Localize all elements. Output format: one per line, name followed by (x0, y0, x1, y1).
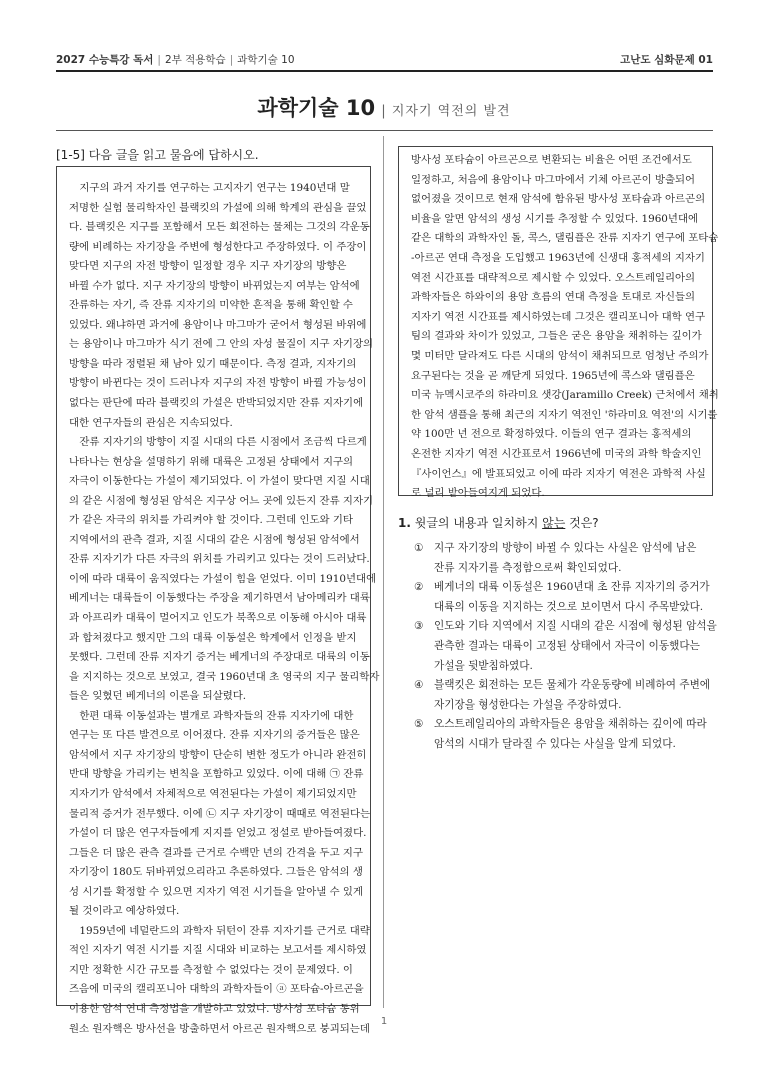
passage-line: 그들은 더 많은 관측 결과를 근거로 수백만 년의 간격을 두고 지구 (69, 846, 363, 859)
stem-emphasis: 않는 (542, 516, 566, 530)
header-breadcrumb: 2027 수능특강 독서 | 2부 적용학습 | 과학기술 10 (56, 54, 295, 66)
passage-line: 잔류 지자기가 다른 자극의 위치를 가리키고 있다는 것이 드러났다. (69, 553, 370, 566)
question-stem (398, 514, 713, 531)
passage-line: 물리적 증거가 전무했다. 이에 ㉡ 지구 자기장이 때때로 역전된다는 (69, 807, 371, 820)
choice-number: ① (414, 542, 424, 554)
choice-option (398, 578, 713, 617)
passage-line: 비율을 알면 암석의 생성 시기를 추정할 수 있었다. 1960년대에 (411, 212, 699, 225)
choice-option (398, 676, 713, 715)
passage-line: 미국 뉴멕시코주의 하라미요 샛강(Jaramillo Creek) 근처에서 채취 (411, 389, 719, 402)
passage-line: 못했다. 그런데 잔류 지자기 증거는 베게너의 주장대로 대륙의 이동 (69, 651, 370, 664)
passage-line: 반대 방향을 가리키는 변칙을 포함하고 있었다. 이에 대해 ㉠ 잔류 (69, 768, 364, 781)
passage-right-box (398, 146, 719, 500)
passage-line: 들은 잊혔던 베게너의 이론을 되살렸다. (69, 690, 247, 703)
passage-line: 될 것이라고 예상하였다. (69, 905, 180, 918)
passage-line: -아르곤 연대 측정을 도입했고 1963년에 신생대 홍적세의 지자기 (411, 251, 705, 264)
passage-line: 이에 따라 대륙이 움직였다는 가설이 힘을 얻었다. 이미 1910년대에 (69, 572, 377, 585)
passage-line: 한편 대륙 이동설과는 별개로 과학자들의 잔류 지자기에 대한 (69, 709, 354, 722)
header-rule (56, 70, 713, 72)
choice-number: ③ (414, 620, 424, 633)
choice-text-line: 블랙킷은 회전하는 모든 물체가 각운동량에 비례하여 주변에 (434, 679, 711, 692)
passage-line: 자기장이 180도 뒤바뀌었으리라고 추론하였다. 그들은 암석의 생 (69, 866, 363, 879)
passage-line: 암석에서 지구 자기장의 방향이 단순히 변한 정도가 아니라 완전히 (69, 748, 367, 761)
passage-line: 즈음에 미국의 캘리포니아 대학의 과학자들이 ⓐ 포타슘-아르곤을 (69, 983, 364, 996)
choice-text-line: 지구 자기장의 방향이 바뀔 수 있다는 사실은 암석에 남은 (434, 542, 697, 554)
passage-line: 몇 미터만 달라져도 다른 시대의 암석이 채취되므로 엄청난 주의가 (411, 349, 709, 362)
passage-line: 요구된다는 것을 곧 깨닫게 되었다. 1965년에 콕스와 댈림플은 (411, 369, 695, 382)
passage-line: 없어졌을 것이므로 현재 암석에 함유된 방사성 포타슘과 아르곤의 (411, 193, 706, 206)
page-title: 과학기술 10 | 지자기 역전의 발견 (257, 96, 511, 120)
passage-line: 성 시기를 확정할 수 있으면 지자기 역전 시기들을 알아낼 수 있게 (69, 885, 363, 898)
header-book: 2027 수능특강 독서 (56, 54, 154, 66)
passage-line: 바뀔 수가 없다. 지구 자기장의 방향이 바뀌었는지 여부는 암석에 (69, 279, 360, 292)
passage-line: 을 지지하는 것으로 보였고, 결국 1960년대 초 영국의 지구 물리학자 (69, 670, 380, 683)
passage-line: 방사성 포타슘이 아르곤으로 변환되는 비율은 어떤 조건에서도 (411, 154, 692, 166)
choice-option (398, 715, 713, 754)
passage-line: 나타나는 현상을 설명하기 위해 대륙은 고정된 상태에서 지구의 (69, 455, 354, 468)
passage-line: 지자기가 암석에서 자체적으로 역전된다는 가설이 제기되었지만 (69, 787, 357, 800)
passage-line: 량에 비례하는 자기장을 주변에 형성한다고 주장하였다. 이 주장이 (69, 240, 367, 253)
passage-line: 의 같은 시점에 형성된 암석은 지구상 어느 곳에 있든지 잔류 지자기 (69, 494, 374, 507)
page-number: 1 (380, 1016, 388, 1027)
question-1 (398, 514, 717, 755)
passage-line: 과학자들은 하와이의 용암 흐름의 연대 측정을 토대로 자신들의 (411, 291, 696, 304)
stem-after: 것은? (565, 516, 599, 530)
passage-line: 역전 시간표를 대략적으로 제시할 수 있었다. 오스트레일리아의 (411, 271, 696, 284)
passage-line: 과 합쳐졌다고 했지만 그의 대륙 이동설은 학계에서 인정을 받지 (69, 631, 357, 644)
passage-line: 가 같은 자극의 위치를 가리켜야 할 것이다. 그런데 인도와 기타 (69, 514, 353, 527)
choice-text-line: 인도와 기타 지역에서 지질 시대의 같은 시점에 형성된 암석을 (434, 620, 717, 633)
choice-number: ② (414, 581, 424, 594)
passage-line: 방향을 따라 정렬된 채 남아 있기 때문이다. 측정 결과, 지자기의 (69, 357, 357, 370)
passage-left-box (56, 166, 380, 1035)
question-number: 1. (398, 516, 411, 530)
passage-line: 이용한 암석 연대 측정법을 개발하고 있었다. 방사성 포타슘 동위 (69, 1002, 360, 1015)
title-main: 과학기술 10 (257, 96, 376, 120)
choice-text-line: 자기장을 형성한다는 가설을 주장하였다. (434, 698, 622, 711)
header-part: 2부 적용학습 (164, 54, 226, 66)
passage-line: 잔류 지자기의 방향이 지질 시대의 다른 시점에서 조금씩 다르게 (69, 436, 367, 449)
passage-line: 지구의 과거 자기를 연구하는 고지자기 연구는 1940년대 말 (69, 182, 350, 194)
passage-line: 대한 연구자들의 관심은 지속되었다. (69, 416, 233, 429)
choice-text-line: 잔류 지자기를 측정함으로써 확인되었다. (434, 561, 622, 574)
passage-line: 방향이 바뀐다는 것이 드러나자 지구의 자전 방향이 바뀔 가능성이 (69, 377, 367, 390)
choice-text-line: 베게너의 대륙 이동설은 1960년대 초 잔류 지자기의 증거가 (434, 581, 710, 594)
choice-text-line: 관측한 결과는 대륙이 고정된 상태에서 자극이 이동했다는 (434, 639, 700, 652)
passage-line: 잔류하는 자기, 즉 잔류 지자기의 미약한 흔적을 통해 확인할 수 (69, 299, 353, 312)
choice-text-line: 대륙의 이동을 지지하는 것으로 보이면서 다시 주목받았다. (434, 600, 704, 613)
stem-before: 윗글의 내용과 일치하지 (414, 516, 543, 530)
passage-line: 약 100만 년 전으로 확정하였다. 이들의 연구 결과는 홍적세의 (411, 428, 692, 441)
passage-line: 온전한 지자기 역전 시간표로서 1966년에 미국의 과학 학술지인 (411, 447, 702, 460)
passage-left-text (69, 179, 380, 1039)
passage-line: 과 아프리카 대륙이 멀어지고 인도가 북쪽으로 이동해 아시아 대륙 (69, 612, 367, 625)
header-problem-label: 고난도 심화문제 01 (620, 54, 713, 66)
passage-line: 1959년에 네덜란드의 과학자 뒤턴이 잔류 지자기를 근거로 대략 (69, 924, 370, 937)
passage-line: 일정하고, 처음에 용암이나 마그마에서 기체 아르곤이 방출되어 (411, 173, 696, 186)
header-section: 과학기술 10 (237, 54, 295, 66)
passage-line: 지자기 역전 시간표를 제시하였는데 그것은 캘리포니아 대학 연구 (411, 310, 706, 323)
passage-line: 『사이언스』에 발표되었고 이에 따라 지자기 역전은 과학적 사실 (411, 467, 706, 480)
passage-line: 다. 블랙킷은 지구를 포함해서 모든 회전하는 물체는 그것의 각운동 (69, 221, 370, 234)
choice-list (398, 539, 717, 755)
passage-line: 있었다. 왜냐하면 과거에 용암이나 마그마가 굳어서 형성된 바위에 (69, 318, 367, 331)
passage-line: 지만 정확한 시간 규모를 측정할 수 없었다는 것이 문제였다. 이 (69, 963, 353, 976)
passage-line: 가설이 더 많은 연구자들에게 지지를 얻었고 정설로 받아들여졌다. (69, 827, 367, 840)
passage-line: 없다는 판단에 따라 블랙킷의 가설은 반박되었지만 잔류 지자기에 (69, 397, 364, 410)
passage-line: 지역에서의 관측 결과, 지질 시대의 같은 시점에 형성된 암석에서 (69, 533, 360, 546)
choice-number: ④ (414, 679, 424, 692)
title-rule (56, 130, 713, 131)
passage-line: 는 용암이나 마그마가 식기 전에 그 안의 자성 물질이 지구 자기장의 (69, 338, 374, 351)
passage-line: 베게너는 대륙들이 이동했다는 주장을 제기하면서 남아메리카 대륙 (69, 592, 370, 605)
choice-number: ⑤ (414, 718, 424, 731)
passage-line: 적인 지자기 역전 시기를 지질 시대와 비교하는 보고서를 제시하였 (69, 944, 367, 957)
passage-line: 연구는 또 다른 발견으로 이어졌다. 잔류 지자기의 증거들은 많은 (69, 729, 360, 742)
passage-line: 저명한 실험 물리학자인 블랙킷의 가설에 의해 학계의 관심을 끌었 (69, 201, 367, 214)
title-sub: 지자기 역전의 발견 (391, 104, 511, 119)
choice-text-line: 가설을 뒷받침하였다. (434, 659, 533, 672)
passage-line: 한 암석 샘플을 통해 최근의 지자기 역전인 '하라미요 역전'의 시기를 (411, 408, 718, 421)
passage-line: 맞다면 지구의 자전 방향이 일정할 경우 지구 자기장의 방향은 (69, 260, 347, 273)
passage-line: 원소 원자핵은 방사선을 방출하면서 아르곤 원자핵으로 붕괴되는데 (69, 1022, 370, 1035)
passage-right-text (411, 151, 719, 504)
choice-text-line: 오스트레일리아의 과학자들은 용암을 채취하는 깊이에 따라 (434, 718, 707, 731)
passage-line: 같은 대학의 과학자인 돌, 콕스, 댈림플은 잔류 지자기 연구에 포타슘 (411, 232, 719, 245)
column-divider (383, 136, 384, 1008)
instruction: [1-5] 다음 글을 읽고 물음에 답하시오. (56, 148, 259, 162)
choice-option (398, 617, 717, 676)
choice-option (398, 539, 713, 578)
passage-line: 팀의 결과와 차이가 있었고, 그들은 굳은 용암을 채취하는 깊이가 (411, 330, 702, 343)
passage-line: 자극이 이동한다는 가설이 제기되었다. 이 가설이 맞다면 지질 시대 (69, 475, 370, 488)
passage-line: 로 널리 받아들여지게 되었다. (411, 487, 545, 500)
choice-text-line: 암석의 시대가 달라질 수 있다는 사실을 알게 되었다. (434, 737, 676, 750)
page-header (56, 50, 713, 70)
